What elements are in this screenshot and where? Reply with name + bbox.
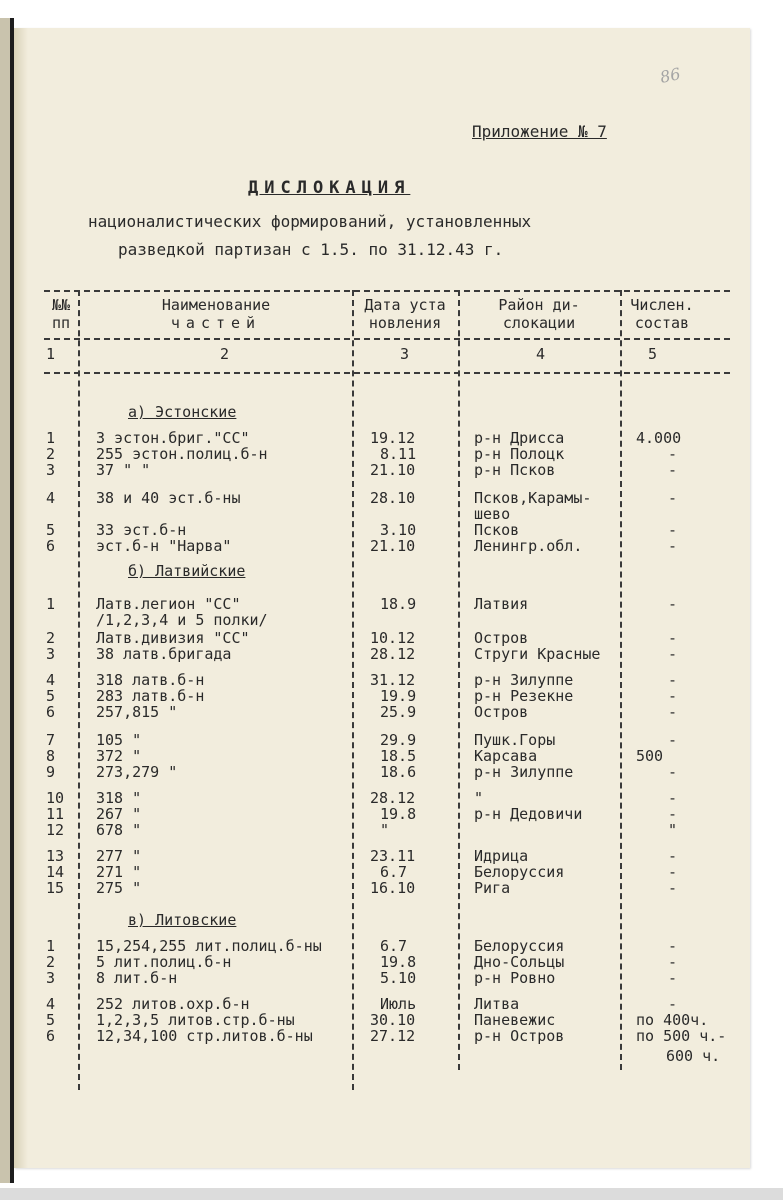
column-number-4: 4 xyxy=(536,345,546,363)
location: Ленингр.обл. xyxy=(474,537,583,555)
column-number-5: 5 xyxy=(648,345,658,363)
strength: - xyxy=(668,863,678,881)
row-number: 4 xyxy=(46,995,56,1013)
date-established: 5.10 xyxy=(380,969,417,987)
unit-name: 271 " xyxy=(96,863,142,881)
column-number-3: 3 xyxy=(400,345,410,363)
date-established: 28.12 xyxy=(370,789,416,807)
strength: - xyxy=(668,847,678,865)
strength: - xyxy=(668,489,678,507)
group-label: а) Эстонские xyxy=(128,403,237,421)
header-number: №№ пп xyxy=(51,296,71,332)
strength: - xyxy=(668,521,678,539)
unit-name: 15,254,255 лит.полиц.б-ны xyxy=(96,937,322,955)
unit-name: Латв.легион "СС" xyxy=(96,595,241,613)
date-established: 19.9 xyxy=(380,687,417,705)
location: Латвия xyxy=(474,595,529,613)
column-divider-2 xyxy=(352,290,354,1090)
location: Литва xyxy=(474,995,520,1013)
strength: - xyxy=(668,629,678,647)
strength: - xyxy=(668,671,678,689)
location: р-н Зилуппе xyxy=(474,671,574,689)
strength: " xyxy=(668,821,678,839)
strength: - xyxy=(668,595,678,613)
unit-name: 318 латв.б-н xyxy=(96,671,205,689)
date-established: 6.7 xyxy=(380,863,408,881)
strength: - xyxy=(668,731,678,749)
header-location: Район ди- слокации xyxy=(498,296,580,332)
table-top-rule xyxy=(44,290,730,292)
row-number: 8 xyxy=(46,747,56,765)
header-unit-name: Наименование частей xyxy=(161,296,271,332)
strength: - xyxy=(668,879,678,897)
row-number: 2 xyxy=(46,445,56,463)
location: р-н Дрисса xyxy=(474,429,565,447)
unit-name: 267 " xyxy=(96,805,142,823)
unit-name: 257,815 " xyxy=(96,703,178,721)
strength: - xyxy=(668,763,678,781)
date-established: 27.12 xyxy=(370,1027,416,1045)
unit-name: 38 латв.бригада xyxy=(96,645,232,663)
row-number: 1 xyxy=(46,429,56,447)
date-established: 8.11 xyxy=(380,445,417,463)
binder-spine xyxy=(0,18,14,1183)
row-number: 6 xyxy=(46,537,56,555)
row-number: 9 xyxy=(46,763,56,781)
row-number: 14 xyxy=(46,863,65,881)
unit-name: 1,2,3,5 литов.стр.б-ны xyxy=(96,1011,295,1029)
strength: - xyxy=(668,969,678,987)
strength: 500 xyxy=(636,747,664,765)
location: р-н Зилуппе xyxy=(474,763,574,781)
row-number: 15 xyxy=(46,879,65,897)
header-date: Дата уста новления xyxy=(364,296,446,332)
unit-name: 255 эстон.полиц.б-н xyxy=(96,445,268,463)
location: р-н Остров xyxy=(474,1027,565,1045)
strength: по 400ч. xyxy=(636,1011,709,1029)
column-divider-4 xyxy=(620,290,622,1070)
location: Псков xyxy=(474,521,520,539)
date-established: 18.9 xyxy=(380,595,417,613)
unit-name: Латв.дивизия "СС" xyxy=(96,629,250,647)
unit-name: 273,279 " xyxy=(96,763,178,781)
strength: 4.000 xyxy=(636,429,682,447)
strength: - xyxy=(668,953,678,971)
strength: - xyxy=(668,445,678,463)
unit-name: 5 лит.полиц.б-н xyxy=(96,953,232,971)
row-number: 1 xyxy=(46,595,56,613)
row-number: 11 xyxy=(46,805,65,823)
bottom-strip xyxy=(0,1188,783,1200)
row-number: 4 xyxy=(46,489,56,507)
row-number: 12 xyxy=(46,821,65,839)
location: Карсава xyxy=(474,747,538,765)
date-established: 18.5 xyxy=(380,747,417,765)
document-title: ДИСЛОКАЦИЯ xyxy=(248,178,411,198)
location: Рига xyxy=(474,879,511,897)
row-number: 3 xyxy=(46,461,56,479)
date-established: 19.8 xyxy=(380,805,417,823)
date-established: 3.10 xyxy=(380,521,417,539)
unit-name: 105 " xyxy=(96,731,142,749)
row-number: 5 xyxy=(46,521,56,539)
location: Белоруссия xyxy=(474,937,565,955)
row-number: 1 xyxy=(46,937,56,955)
strength: - xyxy=(668,537,678,555)
appendix-label: Приложение № 7 xyxy=(472,122,607,141)
unit-name: 33 эст.б-н xyxy=(96,521,187,539)
subtitle-line-2: разведкой партизан с 1.5. по 31.12.43 г. xyxy=(118,240,504,259)
row-number: 4 xyxy=(46,671,56,689)
strength: - xyxy=(668,461,678,479)
row-number: 3 xyxy=(46,969,56,987)
row-number: 5 xyxy=(46,1011,56,1029)
location: Струги Красные xyxy=(474,645,601,663)
row-number: 5 xyxy=(46,687,56,705)
location: р-н Ровно xyxy=(474,969,556,987)
group-label: в) Литовские xyxy=(128,911,237,929)
location: р-н Псков xyxy=(474,461,556,479)
date-established: Июль xyxy=(380,995,417,1013)
unit-name: 678 " xyxy=(96,821,142,839)
date-established: 28.12 xyxy=(370,645,416,663)
unit-name: 277 " xyxy=(96,847,142,865)
location: р-н Дедовичи xyxy=(474,805,583,823)
location: Остров xyxy=(474,703,529,721)
date-established: 10.12 xyxy=(370,629,416,647)
date-established: 25.9 xyxy=(380,703,417,721)
location: Пушк.Горы xyxy=(474,731,556,749)
unit-name: 252 литов.охр.б-н xyxy=(96,995,250,1013)
column-number-2: 2 xyxy=(220,345,230,363)
row-number: 2 xyxy=(46,953,56,971)
location: р-н Полоцк xyxy=(474,445,565,463)
date-established: 21.10 xyxy=(370,461,416,479)
unit-name: 37 " " xyxy=(96,461,151,479)
strength: - xyxy=(668,645,678,663)
group-label: б) Латвийские xyxy=(128,562,246,580)
subtitle-line-1: националистических формирований, установленных xyxy=(88,212,532,231)
unit-name: эст.б-н "Нарва" xyxy=(96,537,232,555)
unit-name: 275 " xyxy=(96,879,142,897)
strength: - xyxy=(668,687,678,705)
date-established: 18.6 xyxy=(380,763,417,781)
date-established: 30.10 xyxy=(370,1011,416,1029)
date-established: 28.10 xyxy=(370,489,416,507)
location: р-н Резекне xyxy=(474,687,574,705)
date-established: 31.12 xyxy=(370,671,416,689)
strength: - xyxy=(668,703,678,721)
unit-name: 12,34,100 стр.литов.б-ны xyxy=(96,1027,313,1045)
row-number: 6 xyxy=(46,703,56,721)
unit-name: 318 " xyxy=(96,789,142,807)
column-divider-3 xyxy=(458,290,460,1070)
strength: - xyxy=(668,995,678,1013)
unit-name: 372 " xyxy=(96,747,142,765)
unit-name-continued: /1,2,3,4 и 5 полки/ xyxy=(96,611,268,629)
location: Белоруссия xyxy=(474,863,565,881)
location-continued: шево xyxy=(474,505,511,523)
location: Паневежис xyxy=(474,1011,556,1029)
location: Остров xyxy=(474,629,529,647)
date-established: 21.10 xyxy=(370,537,416,555)
table-numbers-rule xyxy=(44,372,730,374)
strength: - xyxy=(668,937,678,955)
date-established: 19.8 xyxy=(380,953,417,971)
location: Идрица xyxy=(474,847,529,865)
strength-continued: 600 ч. xyxy=(666,1047,721,1065)
date-established: " xyxy=(380,821,390,839)
date-established: 6.7 xyxy=(380,937,408,955)
date-established: 29.9 xyxy=(380,731,417,749)
table-header-rule xyxy=(44,338,730,340)
row-number: 3 xyxy=(46,645,56,663)
strength: - xyxy=(668,805,678,823)
row-number: 6 xyxy=(46,1027,56,1045)
row-number: 7 xyxy=(46,731,56,749)
handwritten-page-number: 86 xyxy=(658,64,683,87)
unit-name: 283 латв.б-н xyxy=(96,687,205,705)
location: Дно-Сольцы xyxy=(474,953,565,971)
column-number-1: 1 xyxy=(46,345,56,363)
row-number: 2 xyxy=(46,629,56,647)
location: Псков,Карамы- xyxy=(474,489,592,507)
column-divider-1 xyxy=(78,290,80,1090)
date-established: 23.11 xyxy=(370,847,416,865)
strength: - xyxy=(668,789,678,807)
strength: по 500 ч.- xyxy=(636,1027,727,1045)
date-established: 16.10 xyxy=(370,879,416,897)
unit-name: 3 эстон.бриг."СС" xyxy=(96,429,250,447)
row-number: 13 xyxy=(46,847,65,865)
header-strength: Числен. состав xyxy=(630,296,694,332)
row-number: 10 xyxy=(46,789,65,807)
date-established: 19.12 xyxy=(370,429,416,447)
unit-name: 8 лит.б-н xyxy=(96,969,178,987)
unit-name: 38 и 40 эст.б-ны xyxy=(96,489,241,507)
location: " xyxy=(474,789,484,807)
